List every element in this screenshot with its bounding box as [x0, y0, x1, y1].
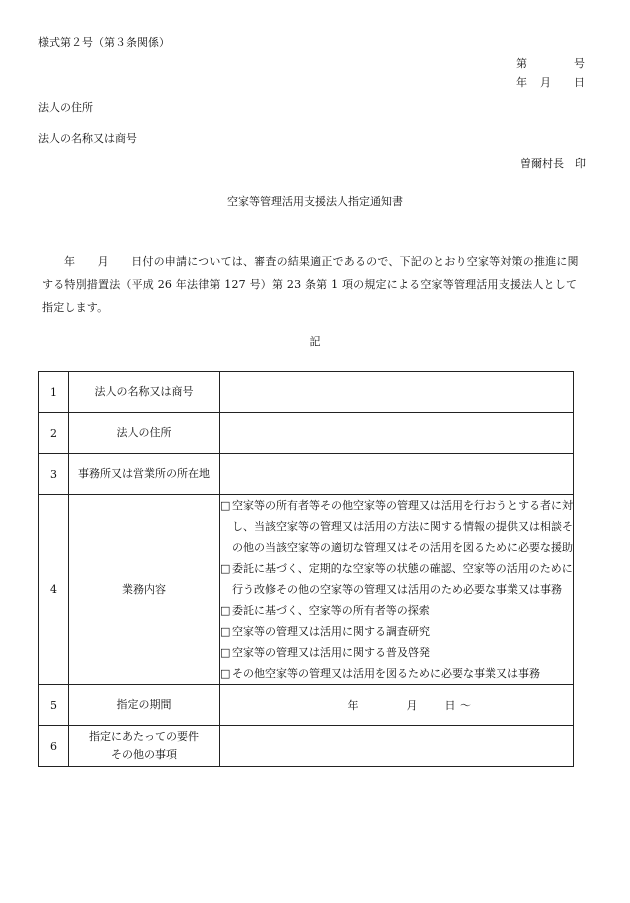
ki-heading: 記 [309, 335, 321, 348]
period-year: 年 [347, 699, 359, 712]
business-item [220, 642, 573, 663]
row-number: 2 [39, 413, 69, 454]
month-label: 月 [540, 76, 551, 89]
business-item [220, 558, 573, 600]
business-item [220, 621, 573, 642]
period-day: 日 [444, 699, 456, 712]
table-row-business [39, 495, 574, 685]
row-number: 3 [39, 454, 69, 495]
table-row-period [39, 685, 574, 726]
form-number: 様式第２号（第３条関係） [38, 36, 170, 49]
period-tilde: ～ [460, 699, 471, 712]
row-item: 法人の住所 [69, 413, 220, 454]
number-label: 第 [516, 57, 527, 70]
table-row [39, 454, 574, 495]
business-item-text: 空家等の管理又は活用に関する普及啓発 [232, 646, 430, 659]
row-item-line2: その他の事項 [111, 748, 177, 761]
period-value [220, 685, 574, 726]
checkbox-icon: □ [220, 604, 231, 617]
checkbox-icon: □ [220, 625, 231, 638]
business-item-text: 委託に基づく、定期的な空家等の状態の確認、空家等の活用のために行う改修その他の空家等の管理又は活用のため必要な事業又は事務 [232, 562, 573, 596]
checkbox-icon: □ [220, 646, 231, 659]
designation-table [38, 371, 574, 767]
business-items [220, 495, 574, 685]
row-value [220, 372, 574, 413]
checkbox-icon: □ [220, 499, 231, 512]
table-row-other [39, 726, 574, 767]
body-text: 年 月 日付の申請については、審査の結果適正であるので、下記のとおり空家等対策の推進に関する特別措置法（平成 26 年法律第 127 号）第 23 条第 1 項の規定による空家等管理活用支援法人として指定します。 [42, 255, 579, 314]
business-item-text: 空家等の所有者等その他空家等の管理又は活用を行おうとする者に対し、当該空家等の管理又は活用の方法に関する情報の提供又は相談その他の当該空家等の適切な管理又はその活用を図るために必要な援助 [232, 499, 573, 554]
number-suffix: 号 [574, 57, 585, 70]
row-number: 5 [39, 685, 69, 726]
row-item: 法人の名称又は商号 [69, 372, 220, 413]
recipient-address-label: 法人の住所 [38, 101, 93, 114]
day-label: 日 [574, 76, 585, 89]
business-item [220, 495, 573, 558]
checkbox-icon: □ [220, 562, 231, 575]
row-number: 4 [39, 495, 69, 685]
row-item [69, 726, 220, 767]
issue-date [516, 74, 585, 90]
row-number: 1 [39, 372, 69, 413]
business-item [220, 663, 573, 684]
business-item-text: その他空家等の管理又は活用を図るために必要な事業又は事務 [232, 667, 540, 680]
row-number: 6 [39, 726, 69, 767]
row-item: 事務所又は営業所の所在地 [69, 454, 220, 495]
document-title: 空家等管理活用支援法人指定通知書 [227, 195, 403, 208]
business-item-text: 委託に基づく、空家等の所有者等の探索 [232, 604, 430, 617]
business-item-text: 空家等の管理又は活用に関する調査研究 [232, 625, 430, 638]
table-row [39, 372, 574, 413]
document-number [516, 55, 585, 71]
checkbox-icon: □ [220, 667, 231, 680]
row-value [220, 726, 574, 767]
row-item: 指定の期間 [69, 685, 220, 726]
period-month: 月 [406, 699, 418, 712]
business-item [220, 600, 573, 621]
row-value [220, 454, 574, 495]
year-label: 年 [516, 76, 527, 89]
row-item-line1: 指定にあたっての要件 [89, 730, 199, 743]
row-value [220, 413, 574, 454]
table-row [39, 413, 574, 454]
issuer-seal: 曽爾村長 印 [520, 157, 586, 170]
row-item: 業務内容 [69, 495, 220, 685]
recipient-name-label: 法人の名称又は商号 [38, 132, 137, 145]
